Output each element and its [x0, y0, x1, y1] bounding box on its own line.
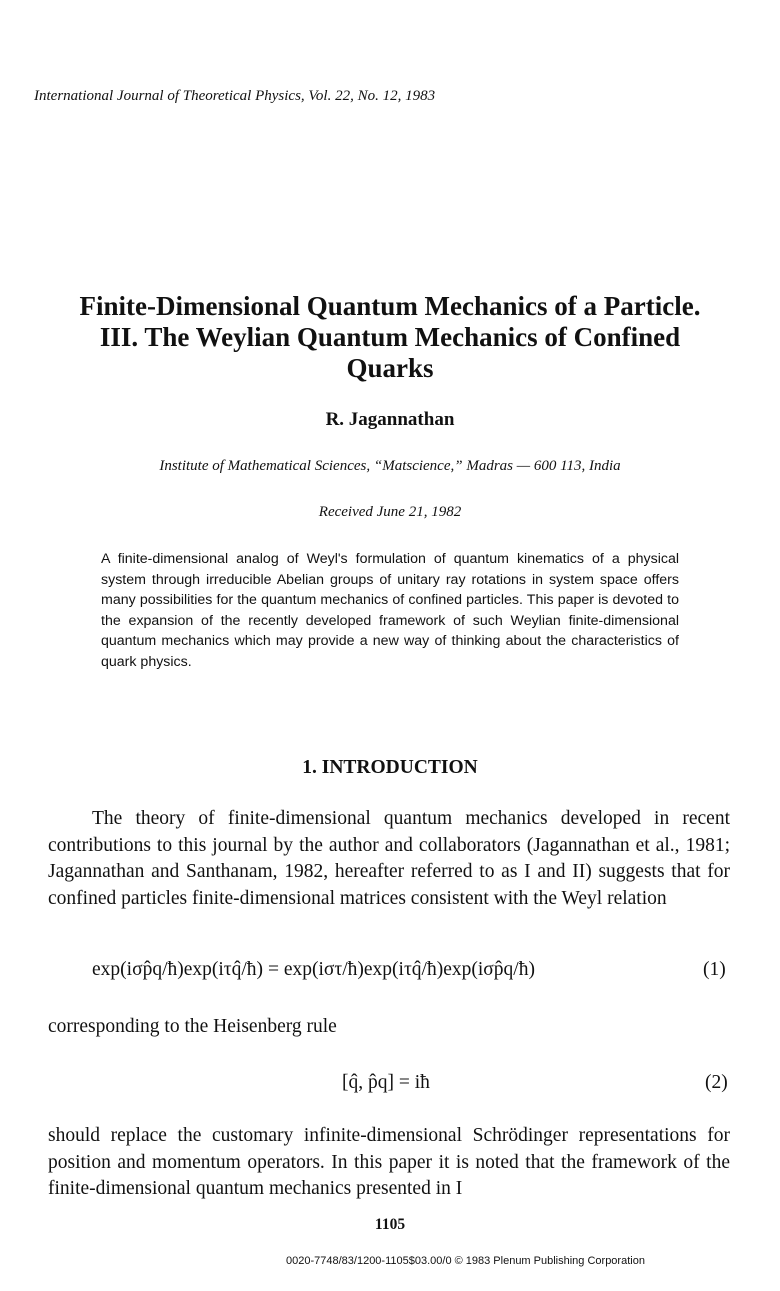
journal-citation: International Journal of Theoretical Physics, Vol. 22, No. 12, 1983: [34, 88, 436, 104]
page-number: 1105: [374, 1216, 406, 1233]
equals-sign: =: [267, 959, 279, 980]
equation-1-rhs: exp(iστ/ħ)exp(iτq̂/ħ)exp(iσp̂q/ħ): [283, 959, 535, 980]
intro-paragraph-3: should replace the customary infinite-dimensional Schrödinger representations for position and momentum operators. In this paper it is noted that the framework of the finite-dimensional quantum mechanics presented in I: [48, 1125, 730, 1200]
author-name: R. Jagannathan: [325, 409, 455, 430]
copyright-line: 0020-7748/83/1200-1105$03.00/0 © 1983 Plenum Publishing Corporation: [286, 1255, 645, 1267]
intro-paragraph-1: The theory of finite-dimensional quantum mechanics developed in recent contributions to this journal by the author and collaborators (Jagannathan et al., 1981; Jagannathan and Santhanam, 1982, hereafter referred to as I and II) suggests that for confined particles finite-dimensional matrices consistent with the Weyl relation: [48, 808, 730, 909]
article-title: Finite-Dimensional Quantum Mechanics of a Particle. III. The Weylian Quantum Mechanics of Confined Quarks: [79, 291, 701, 383]
author-affiliation: Institute of Mathematical Sciences, “Matscience,” Madras — 600 113, India: [159, 458, 621, 474]
equation-2-number: (2): [705, 1072, 728, 1093]
abstract: A finite-dimensional analog of Weyl's formulation of quantum kinematics of a physical system through irreducible Abelian groups of unitary ray rotations in system space offers many possibilities for the quantum mechanics of confined particles. This paper is devoted to the expansion of the recently developed framework of such Weylian finite-dimensional quantum mechanics which may provide a new way of thinking about the characteristics of quark physics.: [101, 551, 679, 670]
equation-1-lhs: exp(iσp̂q/ħ)exp(iτq̂/ħ): [92, 959, 264, 980]
intro-paragraph-2: corresponding to the Heisenberg rule: [48, 1016, 337, 1037]
section-heading: 1. INTRODUCTION: [302, 757, 478, 778]
received-date: Received June 21, 1982: [318, 504, 462, 520]
equation-2: [q̂, p̂q] = iħ: [342, 1072, 430, 1093]
equation-1: [92, 959, 535, 981]
equation-1-number: (1): [703, 959, 726, 980]
